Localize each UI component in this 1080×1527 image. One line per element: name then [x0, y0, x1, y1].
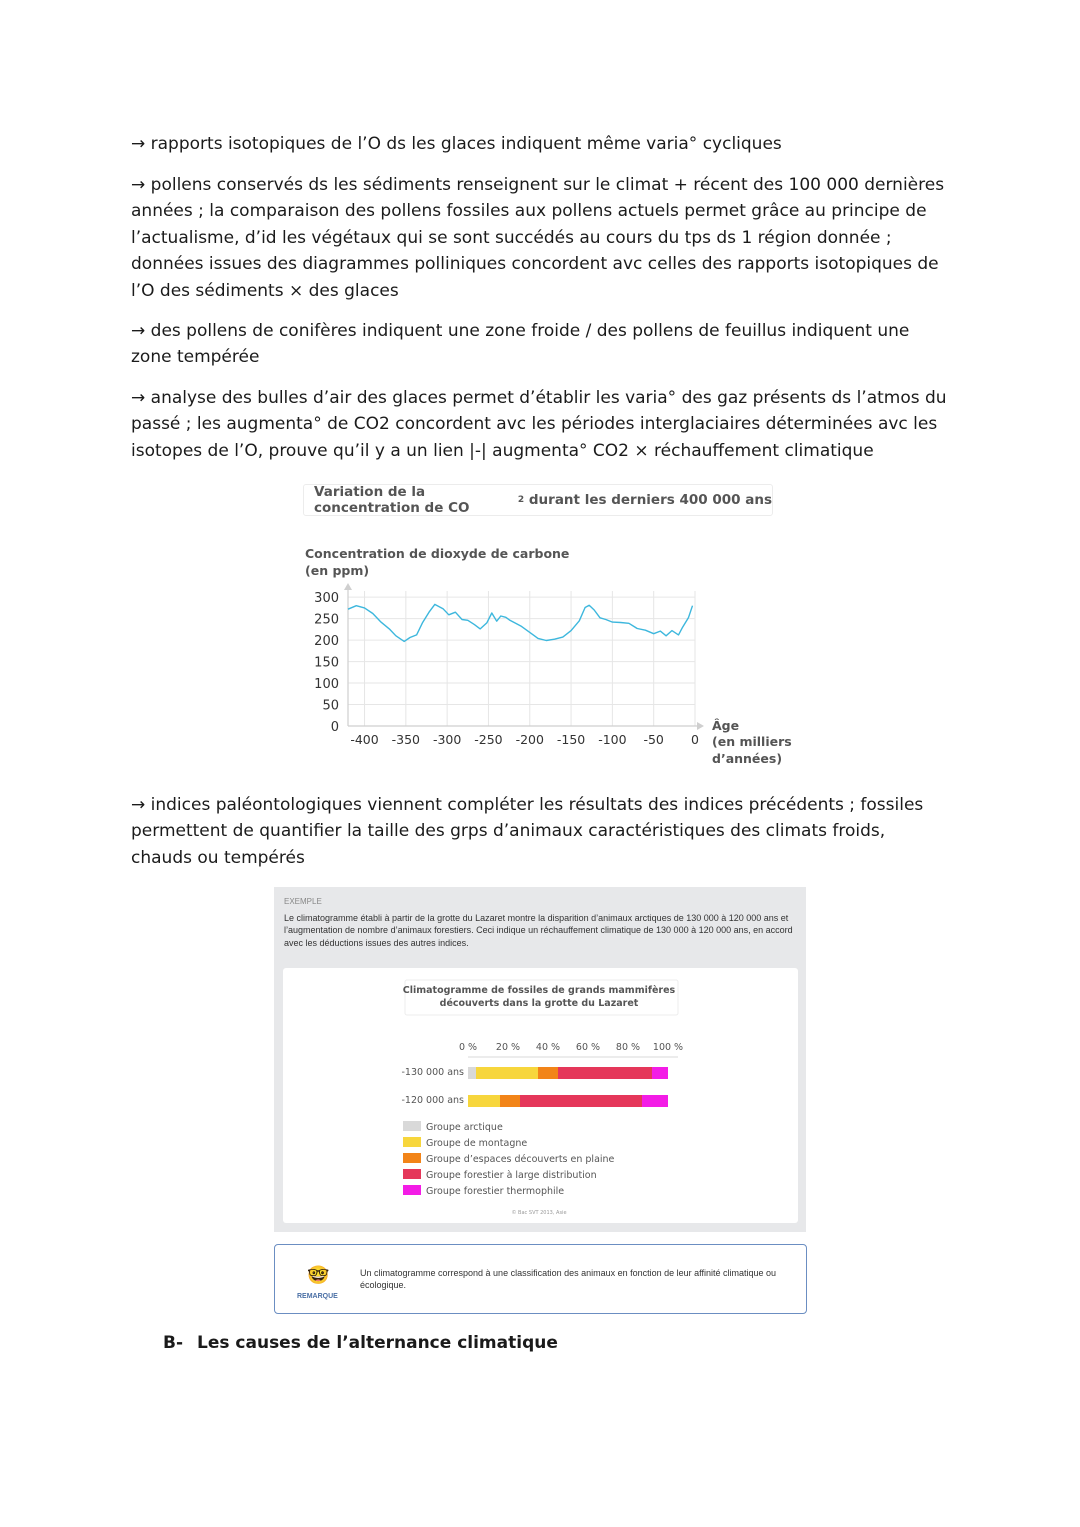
paragraph-coniferes: → des pollens de conifères indiquent une zone froide / des pollens de feuillus indiquent une zone tempérée: [131, 321, 910, 368]
co2-x-tick-label: -350: [391, 732, 421, 747]
co2-x-tick-label: -150: [556, 732, 586, 747]
climatogram-source: © Bac SVT 2013, Asie: [511, 1210, 567, 1216]
co2-x-axis-unit-1: (en milliers: [712, 734, 792, 749]
co2-x-tick-label: -100: [598, 732, 627, 747]
co2-y-tick-label: 0: [330, 720, 339, 735]
climatogram-legend-label: Groupe forestier à large distribution: [426, 1170, 597, 1181]
co2-y-tick-label: 250: [314, 612, 339, 628]
co2-y-tick-label: 150: [314, 655, 339, 671]
co2-y-axis-unit: (en ppm): [305, 563, 370, 578]
climatogram-bar-segment: [468, 1067, 476, 1079]
co2-title-subscript: 2: [517, 495, 525, 505]
example-label: EXEMPLE: [284, 897, 322, 906]
co2-title-part2: durant les derniers 400 000 ans: [524, 492, 772, 508]
climatogram-x-tick-label: 100 %: [652, 1042, 684, 1053]
climatogram-legend-label: Groupe de montagne: [426, 1138, 528, 1149]
co2-y-axis-arrow: [344, 583, 352, 590]
climatogram-title-line-2: découverts dans la grotte du Lazaret: [439, 998, 639, 1009]
co2-x-tick-label: 0: [691, 732, 699, 747]
example-text: Le climatogramme établi à partir de la grotte du Lazaret montre la disparition d’animaux arctiques de 130 000 à 120 000 ans et l’augmentation de nombre d’animaux forestiers. Ceci indique un réchauffement climatique de 130 000 à 120 000 ans, en accord avec les déductions issues des autres indices.: [284, 913, 793, 948]
climatogram-legend-swatch: [403, 1153, 421, 1163]
climatogram-legend-swatch: [403, 1169, 421, 1179]
co2-y-tick-label: 100: [314, 677, 339, 693]
section-title: Les causes de l’alternance climatique: [197, 1333, 558, 1353]
climatogram-bar-segment: [500, 1095, 520, 1107]
paragraph-isotopes: → rapports isotopiques de l’O ds les glaces indiquent même varia° cycliques: [131, 134, 782, 154]
climatogram-legend-swatch: [403, 1185, 421, 1195]
co2-y-tick-label: 300: [314, 591, 339, 607]
example-box: [274, 887, 806, 1232]
climatogram-bar-segment: [558, 1067, 652, 1079]
co2-y-tick-label: 200: [314, 634, 339, 650]
section-heading: [163, 1333, 558, 1353]
climatogram-card: [283, 968, 798, 1223]
co2-series-line: [348, 604, 693, 641]
climatogram-bar-segment: [476, 1067, 538, 1079]
climatogram-bar-segment: [642, 1095, 668, 1107]
climatogram-row-label: -120 000 ans: [401, 1095, 464, 1106]
paragraph-bulles-air: → analyse des bulles d’air des glaces permet d’établir les varia° des gaz présents ds l’atmos du passé ; les augmenta° de CO2 concordent avc les périodes interglaciaires déterminées avc les isotopes de l’O, prouve qu’il y a un lien |-| augmenta° CO2 × réchauffement climatique: [131, 388, 947, 461]
climatogram-chart: [283, 968, 798, 1223]
co2-x-axis-label: Âge: [712, 718, 740, 733]
climatogram-bar-segment: [468, 1095, 500, 1107]
climatogram-legend-label: Groupe forestier thermophile: [426, 1186, 565, 1197]
nerd-face-icon: 🤓: [307, 1265, 330, 1285]
climatogram-legend-label: Groupe arctique: [426, 1122, 503, 1133]
note-text: Un climatogramme correspond à une classification des animaux en fonction de leur affinité climatique ou écologique.: [360, 1268, 777, 1291]
climatogram-legend-label: Groupe d’espaces découverts en plaine: [426, 1154, 615, 1165]
climatogram-x-tick-label: 40 %: [535, 1042, 561, 1053]
note-label: REMARQUE: [297, 1293, 338, 1300]
co2-x-axis-unit-2: d’années): [712, 751, 783, 766]
co2-x-tick-label: -50: [643, 732, 664, 747]
co2-title-part1: Variation de la concentration de CO: [314, 484, 470, 516]
co2-figure-title: [303, 484, 773, 516]
climatogram-bar-segment: [520, 1095, 642, 1107]
co2-y-axis-label: Concentration de dioxyde de carbone: [305, 546, 570, 561]
climatogram-legend-swatch: [403, 1121, 421, 1131]
co2-x-tick-label: -400: [350, 732, 379, 747]
co2-x-tick-label: -250: [474, 732, 503, 747]
climatogram-legend-swatch: [403, 1137, 421, 1147]
climatogram-x-tick-label: 0 %: [458, 1042, 478, 1053]
climatogram-x-tick-label: 80 %: [615, 1042, 641, 1053]
climatogram-title-line-1: Climatogramme de fossiles de grands mammifères: [402, 985, 676, 996]
co2-line-chart: [300, 540, 800, 775]
co2-x-tick-label: -300: [432, 732, 462, 747]
paragraph-paleonto: → indices paléontologiques viennent compléter les résultats des indices précédents ; fossiles permettent de quantifier la taille des grps d’animaux caractéristiques des climats froids, chauds ou tempérés: [131, 795, 924, 868]
note-box: [274, 1244, 807, 1314]
paragraph-pollens: → pollens conservés ds les sédiments renseignent sur le climat + récent des 100 000 dernières années ; la comparaison des pollens fossiles aux pollens actuels permet grâce au principe de l’actualisme, d’id les végétaux qui se sont succédés au cours du tps ds 1 région donnée ; données issues des diagrammes polliniques concordent avc celles des rapports isotopiques de l’O des sédiments × des glaces: [131, 175, 945, 301]
climatogram-x-tick-label: 60 %: [575, 1042, 601, 1053]
climatogram-bar-segment: [538, 1067, 558, 1079]
climatogram-row-label: -130 000 ans: [401, 1067, 464, 1078]
co2-y-tick-label: 50: [322, 698, 339, 714]
co2-x-tick-label: -200: [515, 732, 544, 747]
climatogram-bar-segment: [652, 1067, 668, 1079]
section-number: B-: [163, 1333, 184, 1353]
co2-x-axis-arrow: [697, 722, 704, 730]
climatogram-x-tick-label: 20 %: [495, 1042, 521, 1053]
